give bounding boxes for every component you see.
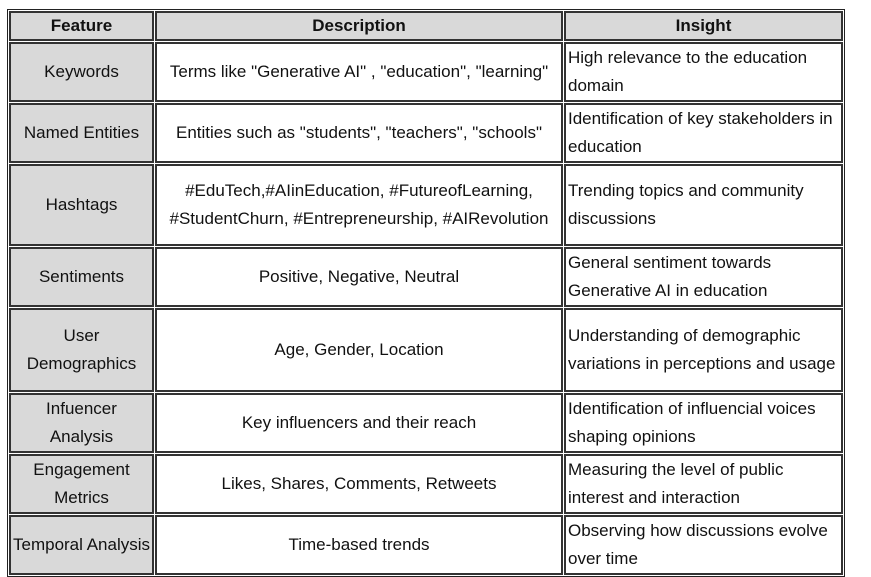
description-cell: Likes, Shares, Comments, Retweets [155,454,563,514]
description-cell: #EduTech,#AIinEducation, #FutureofLearning, #StudentChurn, #Entrepreneurship, #AIRevolution [155,164,563,246]
table-row [9,103,843,163]
feature-table [7,9,845,577]
insight-cell: Understanding of demographic variations in perceptions and usage [564,308,843,392]
table-row [9,308,843,392]
description-cell: Key influencers and their reach [155,393,563,453]
description-cell: Age, Gender, Location [155,308,563,392]
insight-cell: Measuring the level of public interest and interaction [564,454,843,514]
table-body [9,42,843,575]
description-cell: Positive, Negative, Neutral [155,247,563,307]
description-cell: Entities such as "students", "teachers", "schools" [155,103,563,163]
description-cell: Terms like "Generative AI" , "education", "learning" [155,42,563,102]
feature-cell: Infuencer Analysis [9,393,154,453]
table-row [9,393,843,453]
insight-cell: General sentiment towards Generative AI in education [564,247,843,307]
header-feature: Feature [9,11,154,41]
insight-cell: Trending topics and community discussions [564,164,843,246]
table-row [9,164,843,246]
feature-cell: Named Entities [9,103,154,163]
table-header [9,11,843,41]
feature-cell: Engagement Metrics [9,454,154,514]
feature-cell: Hashtags [9,164,154,246]
feature-cell: Temporal Analysis [9,515,154,575]
feature-cell: User Demographics [9,308,154,392]
description-cell: Time-based trends [155,515,563,575]
insight-cell: Identification of key stakeholders in education [564,103,843,163]
table-row [9,247,843,307]
insight-cell: High relevance to the education domain [564,42,843,102]
table-row [9,454,843,514]
feature-cell: Sentiments [9,247,154,307]
table-row [9,42,843,102]
insight-cell: Identification of influencial voices shaping opinions [564,393,843,453]
header-description: Description [155,11,563,41]
insight-cell: Observing how discussions evolve over time [564,515,843,575]
header-insight: Insight [564,11,843,41]
header-row [9,11,843,41]
table-row [9,515,843,575]
feature-cell: Keywords [9,42,154,102]
